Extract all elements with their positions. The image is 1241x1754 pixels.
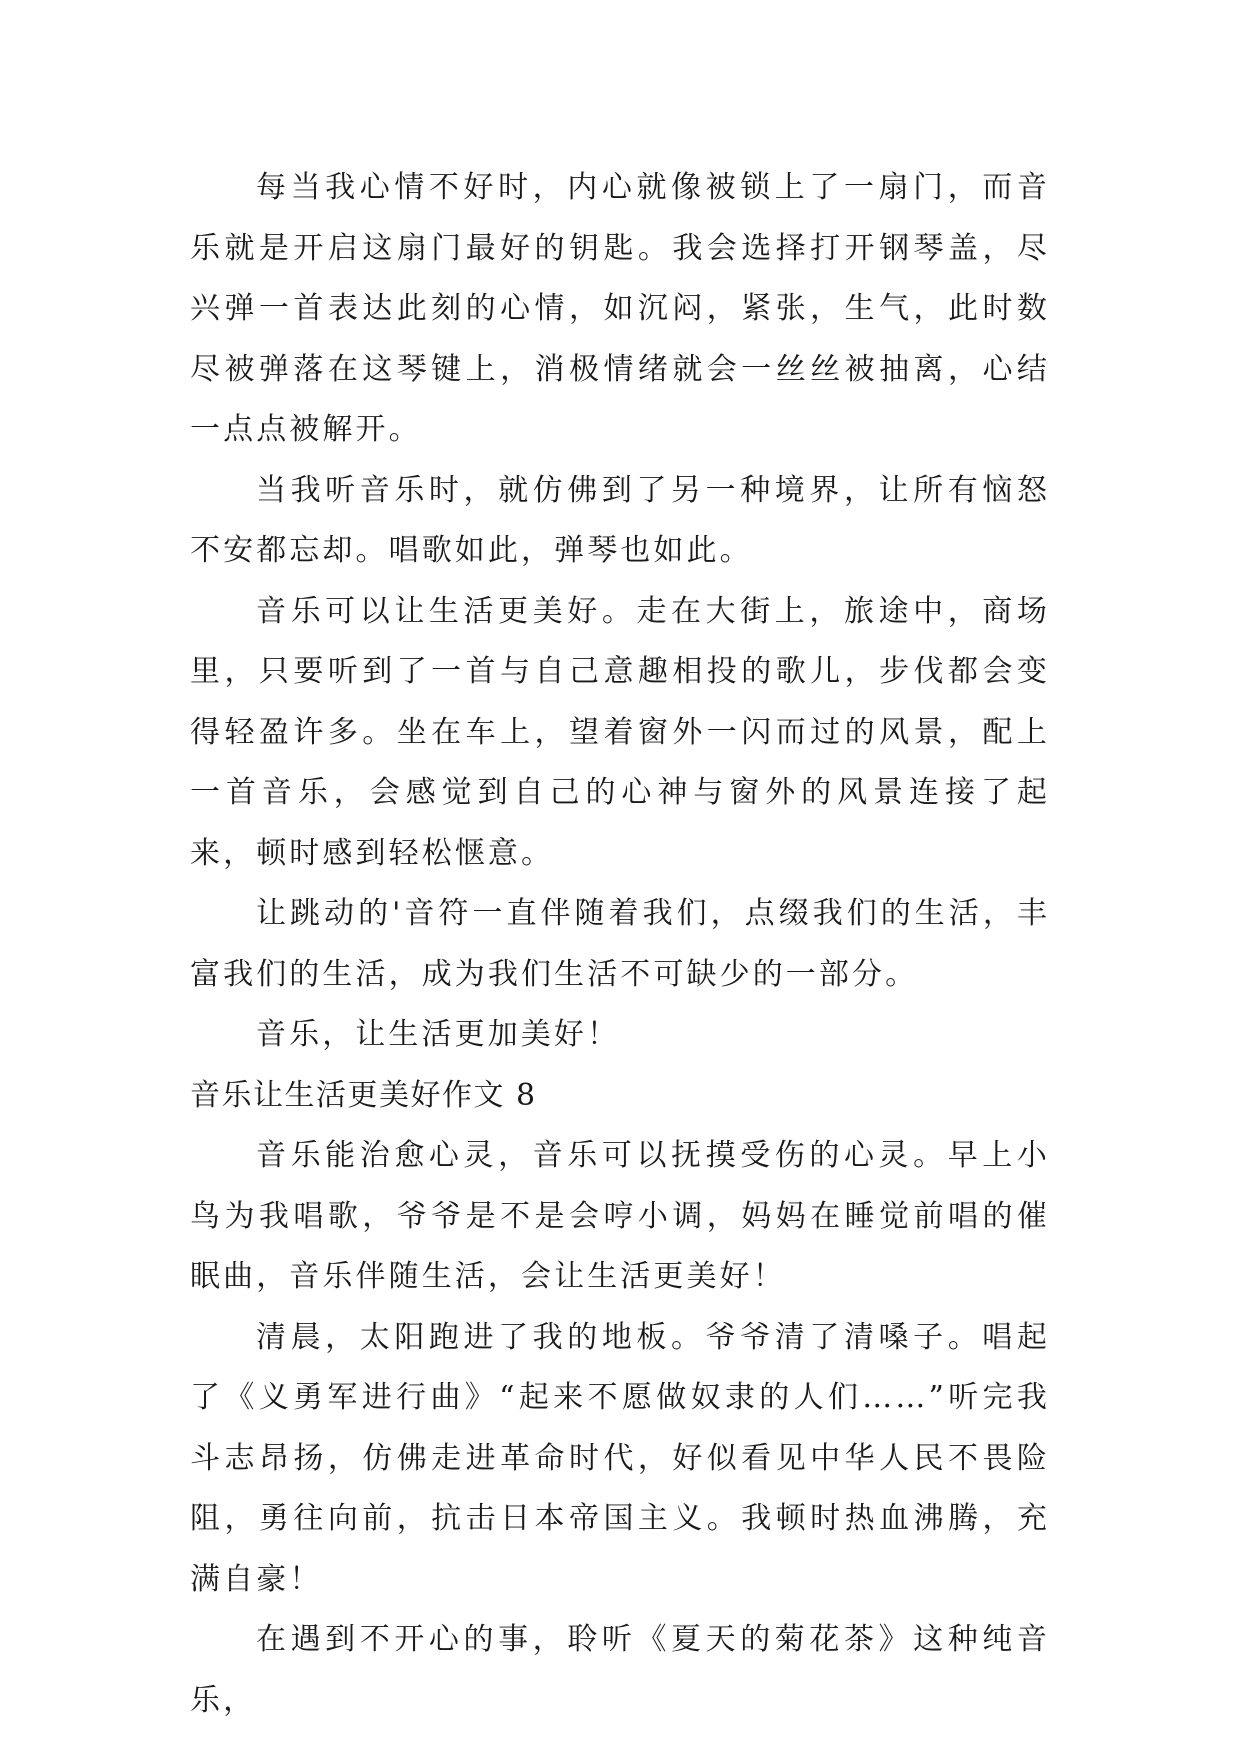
paragraph: 让跳动的'音符一直伴随着我们，点缀我们的生活，丰富我们的生活，成为我们生活不可缺少的一部分。 — [190, 896, 1050, 992]
section-heading: 音乐让生活更美好作文 8 — [190, 1077, 537, 1113]
paragraph: 在遇到不开心的事，聆听《夏天的菊花茶》这种纯音乐， — [190, 1622, 1050, 1718]
paragraph: 音乐可以让生活更美好。走在大街上，旅途中，商场里，只要听到了一首与自己意趣相投的歌儿，步伐都会变得轻盈许多。坐在车上，望着窗外一闪而过的风景，配上一首音乐，会感觉到自己的心神与窗外的风景连接了起来，顿时感到轻松惬意。 — [190, 593, 1050, 871]
paragraph: 清晨，太阳跑进了我的地板。爷爷清了清嗓子。唱起了《义勇军进行曲》“起来不愿做奴隶的人们……”听完我斗志昂扬，仿佛走进革命时代，好似看见中华人民不畏险阻，勇往向前，抗击日本帝国主义。我顿时热血沸腾，充满自豪！ — [190, 1319, 1050, 1597]
paragraph: 当我听音乐时，就仿佛到了另一种境界，让所有恼怒不安都忘却。唱歌如此，弹琴也如此。 — [190, 472, 1050, 568]
paragraph: 每当我心情不好时，内心就像被锁上了一扇门，而音乐就是开启这扇门最好的钥匙。我会选择打开钢琴盖，尽兴弹一首表达此刻的心情，如沉闷，紧张，生气，此时数尽被弹落在这琴键上，消极情绪就会一丝丝被抽离，心结一点点被解开。 — [190, 170, 1050, 447]
paragraph: 音乐，让生活更加美好！ — [256, 1017, 621, 1052]
document-body — [190, 158, 1050, 1731]
paragraph: 音乐能治愈心灵，音乐可以抚摸受伤的心灵。早上小鸟为我唱歌，爷爷是不是会哼小调，妈妈在睡觉前唱的催眠曲，音乐伴随生活，会让生活更美好！ — [190, 1138, 1050, 1294]
